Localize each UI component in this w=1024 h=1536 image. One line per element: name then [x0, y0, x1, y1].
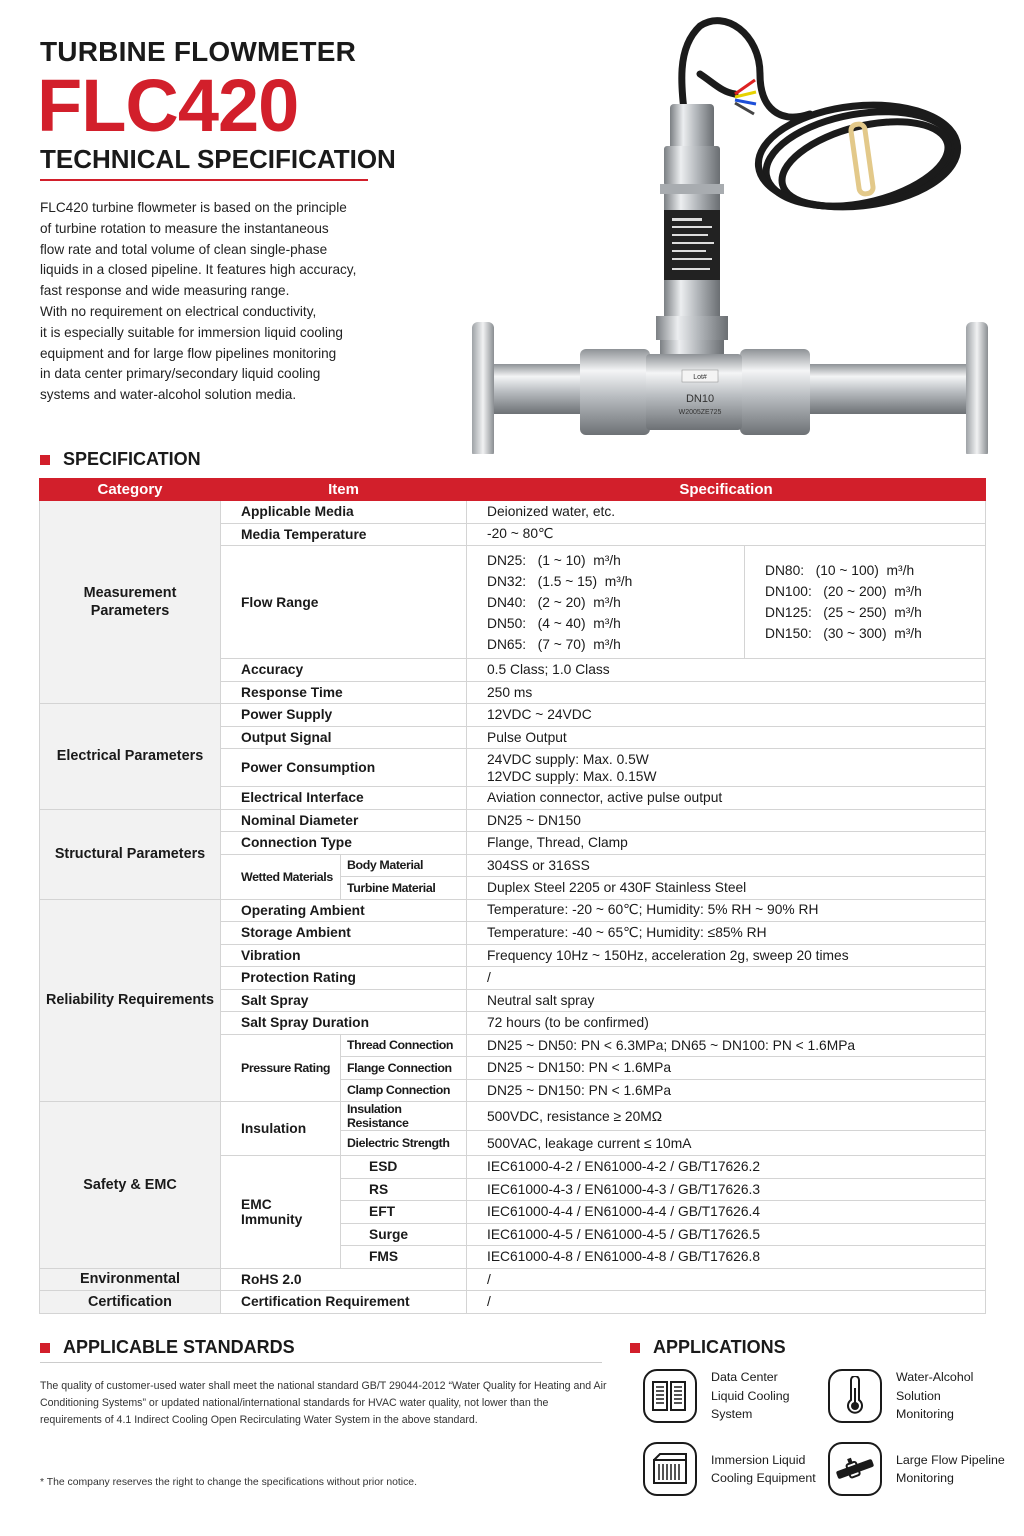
subitem-cell: ESD — [341, 1156, 467, 1179]
thermometer-icon — [828, 1369, 882, 1423]
item-cell: Output Signal — [221, 726, 467, 749]
table-row — [40, 704, 986, 727]
category-measurement: Measurement Parameters — [40, 501, 221, 704]
application-label — [711, 1451, 816, 1488]
item-cell: Media Temperature — [221, 523, 467, 546]
value-cell: Duplex Steel 2205 or 430F Stainless Steel — [467, 877, 986, 900]
value-cell: Temperature: -20 ~ 60℃; Humidity: 5% RH ~ 90% RH — [467, 899, 986, 922]
item-cell: Power Consumption — [221, 749, 467, 787]
subitem-cell: Dielectric Strength — [341, 1131, 467, 1156]
pipeline-icon — [828, 1442, 882, 1496]
item-cell: Protection Rating — [221, 967, 467, 990]
flow-range-line: DN100: (20 ~ 200) m³/h — [765, 584, 922, 599]
table-row — [40, 1102, 986, 1131]
item-cell: Salt Spray Duration — [221, 1012, 467, 1035]
flow-range-line: DN65: (7 ~ 70) m³/h — [487, 636, 621, 652]
flow-range-right — [745, 546, 985, 658]
item-cell: Operating Ambient — [221, 899, 467, 922]
value-cell: Temperature: -40 ~ 65℃; Humidity: ≤85% RH — [467, 922, 986, 945]
application-label-line: Monitoring — [896, 1407, 954, 1421]
subitem-cell: Surge — [341, 1223, 467, 1246]
item-cell: Connection Type — [221, 832, 467, 855]
product-label-serial: W2005ZE725 — [678, 409, 722, 416]
application-label-line: Cooling Equipment — [711, 1471, 816, 1485]
category-environmental: Environmental — [40, 1268, 221, 1291]
flow-range-line: DN125: (25 ~ 250) m³/h — [765, 605, 922, 620]
application-label — [896, 1451, 1005, 1488]
value-cell: IEC61000-4-8 / EN61000-4-8 / GB/T17626.8 — [467, 1246, 986, 1269]
intro-line: in data center primary/secondary liquid cooling — [40, 366, 321, 382]
category-certification: Certification — [40, 1291, 221, 1314]
flowmeter-product-image — [460, 14, 1000, 454]
applications-heading — [630, 1337, 786, 1358]
application-water-alcohol — [828, 1368, 973, 1424]
intro-line: With no requirement on electrical conductivity, — [40, 303, 317, 319]
value-cell: IEC61000-4-2 / EN61000-4-2 / GB/T17626.2 — [467, 1156, 986, 1179]
standards-heading — [40, 1337, 295, 1358]
table-row — [40, 1268, 986, 1291]
application-label-line: Monitoring — [896, 1471, 954, 1485]
table-row — [40, 501, 986, 524]
application-label-line: Solution — [896, 1388, 941, 1403]
value-cell: 500VDC, resistance ≥ 20MΩ — [467, 1102, 986, 1131]
item-cell: Accuracy — [221, 659, 467, 682]
consumption-line: 12VDC supply: Max. 0.15W — [487, 768, 657, 784]
specification-title: SPECIFICATION — [63, 449, 201, 469]
item-cell: RoHS 2.0 — [221, 1268, 467, 1291]
flow-range-cell — [467, 546, 986, 659]
intro-line: FLC420 turbine flowmeter is based on the principle — [40, 200, 347, 215]
product-label-dn: DN10 — [685, 393, 715, 405]
item-cell: Flow Range — [221, 546, 467, 659]
standards-divider — [40, 1362, 602, 1363]
flow-range-line: DN150: (30 ~ 300) m³/h — [765, 626, 922, 641]
item-cell: Applicable Media — [221, 501, 467, 524]
intro-line: flow rate and total volume of clean single-phase — [40, 241, 328, 257]
subitem-cell: Turbine Material — [341, 877, 467, 900]
application-label-line: Water-Alcohol — [896, 1370, 974, 1384]
section-marker — [40, 455, 50, 465]
item-cell: EMC Immunity — [221, 1156, 341, 1269]
category-reliability: Reliability Requirements — [40, 899, 221, 1102]
item-cell: Nominal Diameter — [221, 809, 467, 832]
intro-paragraph — [40, 198, 400, 406]
value-cell: Deionized water, etc. — [467, 501, 986, 524]
value-cell: / — [467, 1268, 986, 1291]
subitem-cell: RS — [341, 1178, 467, 1201]
value-cell: 250 ms — [467, 681, 986, 704]
value-cell: / — [467, 967, 986, 990]
value-cell: 500VAC, leakage current ≤ 10mA — [467, 1131, 986, 1156]
applications-title: APPLICATIONS — [653, 1337, 786, 1357]
application-label-line: Immersion Liquid — [711, 1452, 806, 1467]
subitem-cell: Clamp Connection — [341, 1079, 467, 1102]
item-cell: Salt Spray — [221, 989, 467, 1012]
item-cell: Storage Ambient — [221, 922, 467, 945]
value-cell: 304SS or 316SS — [467, 854, 986, 877]
value-cell: IEC61000-4-4 / EN61000-4-4 / GB/T17626.4 — [467, 1201, 986, 1224]
value-cell: Pulse Output — [467, 726, 986, 749]
title-underline — [40, 179, 368, 181]
flow-range-line: DN32: (1.5 ~ 15) m³/h — [487, 573, 633, 589]
subitem-cell: FMS — [341, 1246, 467, 1269]
flow-range-line: DN25: (1 ~ 10) m³/h — [487, 552, 621, 568]
intro-line: it is especially suitable for immersion liquid cooling — [40, 324, 343, 340]
application-label-line: Large Flow Pipeline — [896, 1452, 1005, 1467]
subitem-cell: Thread Connection — [341, 1034, 467, 1057]
flow-range-line: DN40: (2 ~ 20) m³/h — [487, 594, 621, 610]
application-label-line: Liquid Cooling — [711, 1388, 790, 1403]
intro-line: of turbine rotation to measure the instantaneous — [40, 220, 329, 236]
item-cell: Insulation — [221, 1102, 341, 1156]
standards-text: The quality of customer-used water shall meet the national standard GB/T 29044-2012 “Water Quality for Heating and Air Conditioning Systems” or updated national/international standards for HVAC water quality, not lower than the requirements of 4.1 Indirect Cooling Open Recirculating Water System in the above standard. — [40, 1380, 607, 1426]
flow-range-left — [487, 546, 745, 658]
item-cell: Vibration — [221, 944, 467, 967]
product-type-heading: TURBINE FLOWMETER — [40, 36, 357, 67]
item-cell: Response Time — [221, 681, 467, 704]
intro-line: systems and water-alcohol solution media. — [40, 387, 297, 403]
category-structural: Structural Parameters — [40, 809, 221, 899]
flow-range-line: DN50: (4 ~ 40) m³/h — [487, 615, 621, 631]
flow-range-line: DN80: (10 ~ 100) m³/h — [765, 563, 915, 578]
subitem-cell: Flange Connection — [341, 1057, 467, 1080]
section-marker — [630, 1343, 640, 1353]
value-cell: Frequency 10Hz ~ 150Hz, acceleration 2g, sweep 20 times — [467, 944, 986, 967]
specification-table — [39, 478, 986, 1314]
application-immersion — [643, 1442, 816, 1496]
value-cell: DN25 ~ DN150: PN < 1.6MPa — [467, 1079, 986, 1102]
application-label-line: System — [711, 1407, 753, 1421]
value-cell: Flange, Thread, Clamp — [467, 832, 986, 855]
category-electrical: Electrical Parameters — [40, 704, 221, 810]
disclaimer-note: * The company reserves the right to change the specifications without prior notice. — [40, 1477, 417, 1488]
section-marker — [40, 1343, 50, 1353]
value-cell: DN25 ~ DN150: PN < 1.6MPa — [467, 1057, 986, 1080]
item-cell: Power Supply — [221, 704, 467, 727]
application-label-line: Data Center — [711, 1370, 778, 1384]
application-label — [896, 1368, 973, 1424]
value-cell: -20 ~ 80℃ — [467, 523, 986, 546]
value-cell: Aviation connector, active pulse output — [467, 787, 986, 810]
value-cell: 0.5 Class; 1.0 Class — [467, 659, 986, 682]
item-cell: Wetted Materials — [221, 854, 341, 899]
application-pipeline — [828, 1442, 1005, 1496]
item-cell: Certification Requirement — [221, 1291, 467, 1314]
table-row — [40, 1291, 986, 1314]
header-item: Item — [221, 479, 467, 501]
value-cell: Neutral salt spray — [467, 989, 986, 1012]
standards-title: APPLICABLE STANDARDS — [63, 1337, 295, 1357]
subitem-cell: Body Material — [341, 854, 467, 877]
item-cell: Pressure Rating — [221, 1034, 341, 1102]
product-label-arrow: Lot# — [693, 374, 707, 381]
intro-line: fast response and wide measuring range. — [40, 283, 290, 299]
value-cell: DN25 ~ DN50: PN < 6.3MPa; DN65 ~ DN100: PN < 1.6MPa — [467, 1034, 986, 1057]
value-cell: 12VDC ~ 24VDC — [467, 704, 986, 727]
immersion-tank-icon — [643, 1442, 697, 1496]
intro-line: equipment and for large flow pipelines monitoring — [40, 345, 337, 361]
table-row — [40, 809, 986, 832]
value-cell: IEC61000-4-3 / EN61000-4-3 / GB/T17626.3 — [467, 1178, 986, 1201]
intro-line: liquids in a closed pipeline. It features high accuracy, — [40, 262, 357, 278]
specification-heading — [40, 449, 201, 470]
header-category: Category — [40, 479, 221, 501]
application-label — [711, 1368, 790, 1424]
category-safety: Safety & EMC — [40, 1102, 221, 1269]
document-title: TECHNICAL SPECIFICATION — [40, 144, 396, 174]
value-cell: DN25 ~ DN150 — [467, 809, 986, 832]
header-specification: Specification — [467, 479, 986, 501]
consumption-line: 24VDC supply: Max. 0.5W — [487, 751, 649, 767]
application-data-center — [643, 1368, 790, 1424]
model-heading: FLC420 — [37, 64, 299, 147]
value-cell: IEC61000-4-5 / EN61000-4-5 / GB/T17626.5 — [467, 1223, 986, 1246]
server-rack-icon — [643, 1369, 697, 1423]
value-cell: / — [467, 1291, 986, 1314]
value-cell: 72 hours (to be confirmed) — [467, 1012, 986, 1035]
table-header-row — [40, 479, 986, 501]
table-row — [40, 899, 986, 922]
value-cell — [467, 749, 986, 787]
subitem-cell: Insulation Resistance — [341, 1102, 467, 1131]
item-cell: Electrical Interface — [221, 787, 467, 810]
subitem-cell: EFT — [341, 1201, 467, 1224]
